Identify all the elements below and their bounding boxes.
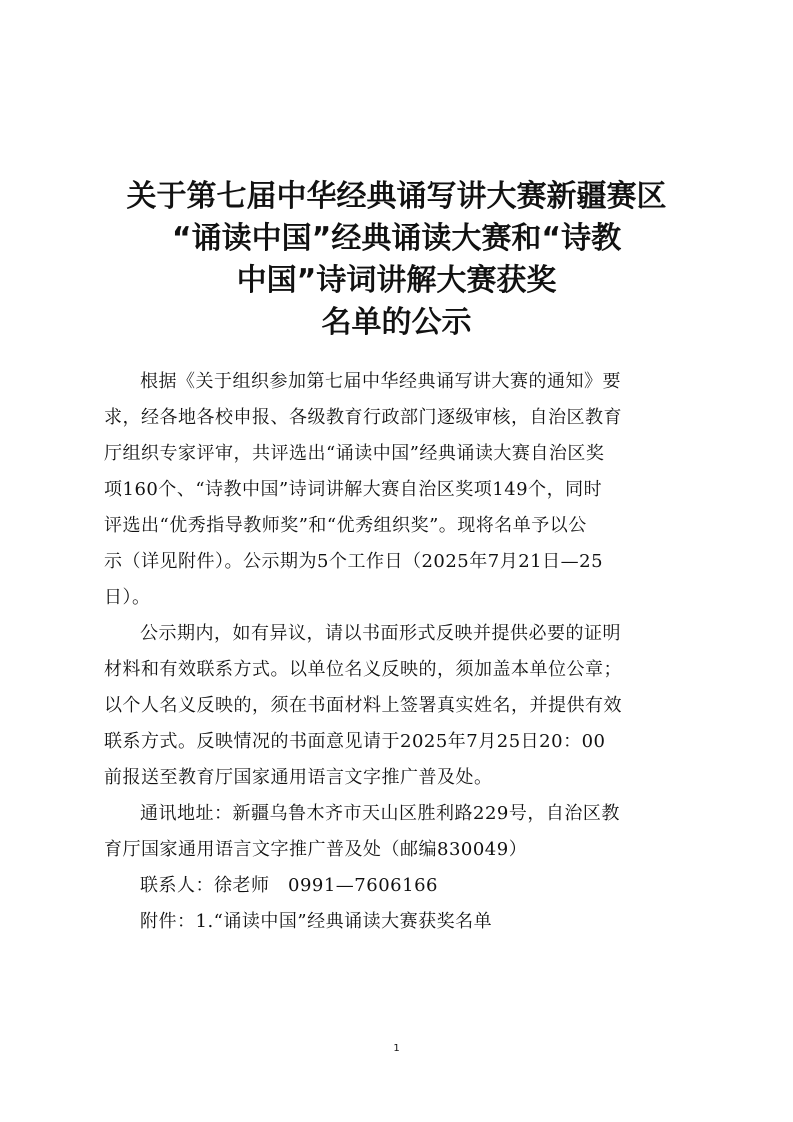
- paragraph-line: 联系人：徐老师 0991—7606166: [140, 875, 438, 896]
- page-number: 1: [393, 1043, 400, 1054]
- title-line-2: “诵读中国”经典诵读大赛和“诗教: [171, 221, 622, 256]
- paragraph-line: 以个人名义反映的，须在书面材料上签署真实姓名，并提供有效: [104, 695, 622, 716]
- paragraph-line: 项160个、“诗教中国”诗词讲解大赛自治区奖项149个，同时: [104, 479, 603, 500]
- paragraph-attachment: [104, 904, 692, 940]
- paragraph-line: 材料和有效联系方式。以单位名义反映的，须加盖本单位公章；: [104, 659, 622, 680]
- title-line-3: 中国”诗词讲解大赛获奖: [236, 263, 557, 298]
- document-title: [80, 176, 713, 344]
- paragraph-line: 附件：1.“诵读中国”经典诵读大赛获奖名单: [140, 911, 493, 932]
- paragraph-mailing-address: [104, 796, 692, 868]
- paragraph-line: 评选出“优秀指导教师奖”和“优秀组织奖”。现将名单予以公: [104, 515, 587, 536]
- paragraph-line: 联系方式。反映情况的书面意见请于2025年7月25日20：00: [104, 731, 606, 752]
- paragraph-line: 厅组织专家评审，共评选出“诵读中国”经典诵读大赛自治区奖: [104, 443, 605, 464]
- paragraph-announcement: [104, 364, 692, 616]
- paragraph-line: 日）。: [104, 587, 151, 608]
- paragraph-line: 通讯地址：新疆乌鲁木齐市天山区胜利路229号，自治区教: [140, 803, 620, 824]
- paragraph-line: 前报送至教育厅国家通用语言文字推广普及处。: [104, 767, 493, 788]
- paragraph-line: 根据《关于组织参加第七届中华经典诵写讲大赛的通知》要: [140, 371, 621, 392]
- paragraph-line: 育厅国家通用语言文字推广普及处（邮编830049）: [104, 839, 528, 860]
- paragraph-line: 示（详见附件）。公示期为5个工作日（2025年7月21日—25: [104, 551, 604, 572]
- paragraph-objection-procedure: [104, 616, 692, 796]
- title-line-1: 关于第七届中华经典诵写讲大赛新疆赛区: [126, 179, 667, 214]
- document-body: [104, 364, 692, 940]
- title-line-4: 名单的公示: [321, 305, 472, 340]
- paragraph-line: 公示期内，如有异议，请以书面形式反映并提供必要的证明: [140, 623, 621, 644]
- paragraph-contact: [104, 868, 692, 904]
- paragraph-line: 求，经各地各校申报、各级教育行政部门逐级审核，自治区教育: [104, 407, 622, 428]
